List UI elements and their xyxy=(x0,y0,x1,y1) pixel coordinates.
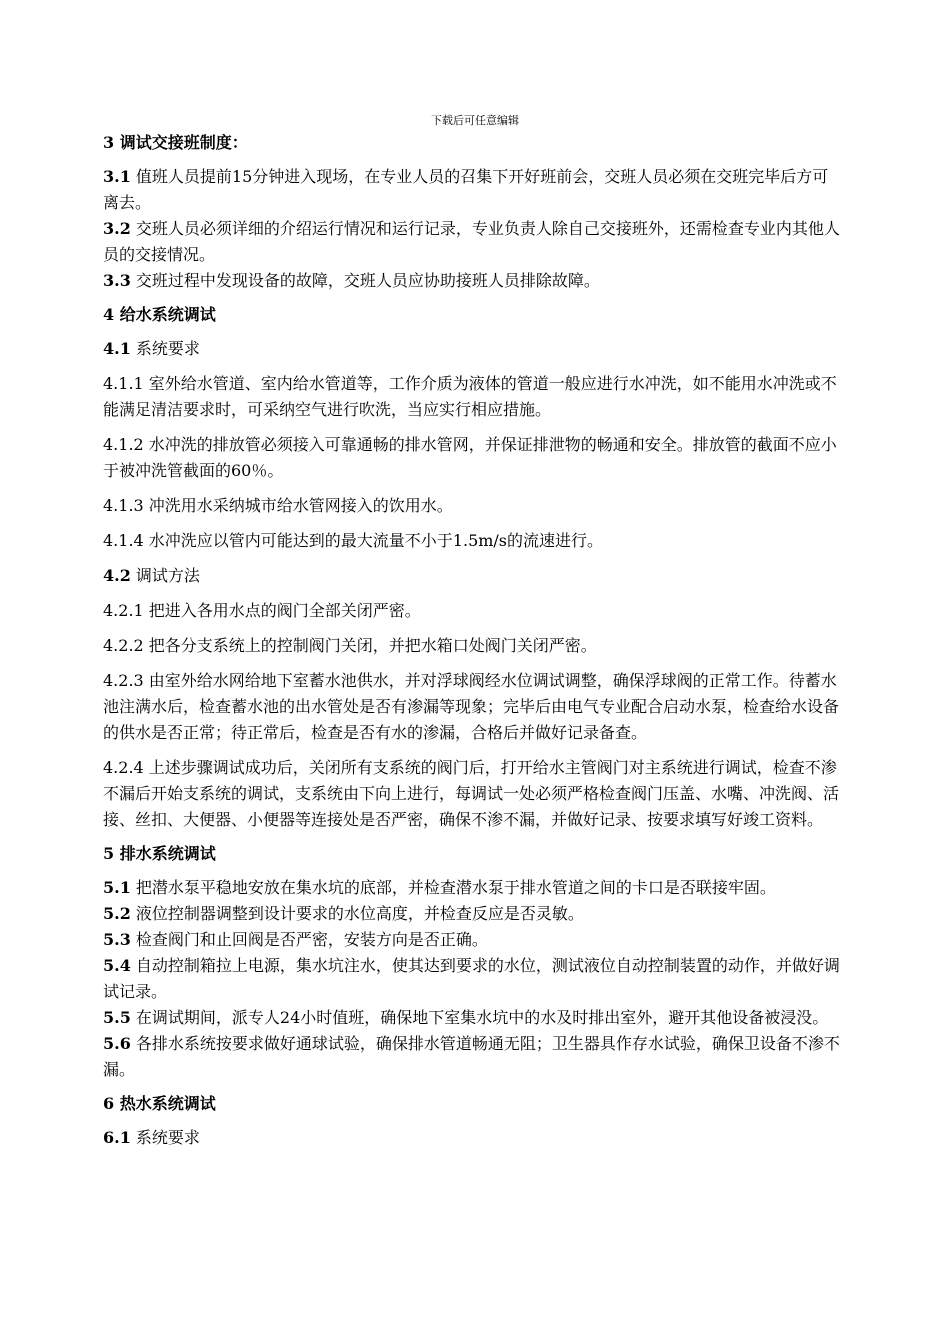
para-number: 5.1 xyxy=(103,878,131,897)
para-number: 5.3 xyxy=(103,930,131,949)
para-5-6 xyxy=(103,1031,843,1083)
para-text: 交班人员必须详细的介绍运行情况和运行记录，专业负责人除自己交接班外，还需检查专业内其他人员的交接情况。 xyxy=(103,219,840,264)
section-3-heading: 3 调试交接班制度： xyxy=(103,133,248,152)
para-number: 5.6 xyxy=(103,1034,131,1053)
subsection-4-2 xyxy=(103,563,843,589)
subsection-6-1 xyxy=(103,1125,843,1151)
section-5-heading: 5 排水系统调试 xyxy=(103,844,216,863)
section-6-heading: 6 热水系统调试 xyxy=(103,1094,216,1113)
para-4-1-3: 4.1.3 冲洗用水采纳城市给水管网接入的饮用水。 xyxy=(103,496,453,515)
para-5-2 xyxy=(103,901,843,927)
para-text: 把潜水泵平稳地安放在集水坑的底部，并检查潜水泵于排水管道之间的卡口是否联接牢固。 xyxy=(130,878,776,897)
document-body xyxy=(103,130,843,1151)
para-text: 系统要求 xyxy=(130,1128,200,1147)
para-5-4 xyxy=(103,953,843,1005)
para-3-1 xyxy=(103,164,843,216)
para-text: 液位控制器调整到设计要求的水位高度，并检查反应是否灵敏。 xyxy=(130,904,584,923)
para-text: 自动控制箱拉上电源，集水坑注水，使其达到要求的水位，测试液位自动控制装置的动作，并做好调试记录。 xyxy=(103,956,840,1001)
para-5-5 xyxy=(103,1005,843,1031)
para-number: 3.1 xyxy=(103,167,131,186)
subsection-4-1 xyxy=(103,336,843,362)
para-number: 4.1 xyxy=(103,339,131,358)
para-3-2 xyxy=(103,216,843,268)
para-5-1 xyxy=(103,875,843,901)
para-number: 6.1 xyxy=(103,1128,131,1147)
para-4-1-4: 4.1.4 水冲洗应以管内可能达到的最大流量不小于1.5m/s的流速进行。 xyxy=(103,531,604,550)
para-text: 系统要求 xyxy=(130,339,200,358)
para-text: 检查阀门和止回阀是否严密，安装方向是否正确。 xyxy=(130,930,488,949)
section-4-heading: 4 给水系统调试 xyxy=(103,305,216,324)
para-number: 3.2 xyxy=(103,219,131,238)
para-4-1-1: 4.1.1 室外给水管道、室内给水管道等，工作介质为液体的管道一般应进行水冲洗，如不能用水冲洗或不能满足清洁要求时，可采纳空气进行吹洗，当应实行相应措施。 xyxy=(103,374,837,419)
header-note: 下载后可任意编辑 xyxy=(431,114,519,127)
para-text: 值班人员提前15分钟进入现场，在专业人员的召集下开好班前会，交班人员必须在交班完毕后方可离去。 xyxy=(103,167,829,212)
para-4-2-2: 4.2.2 把各分支系统上的控制阀门关闭，并把水箱口处阀门关闭严密。 xyxy=(103,636,597,655)
para-4-2-4: 4.2.4 上述步骤调试成功后，关闭所有支系统的阀门后，打开给水主管阀门对主系统进行调试，检查不渗不漏后开始支系统的调试，支系统由下向上进行，每调试一处必须严格检查阀门压盖、水嘴、冲洗阀、活接、丝扣、大便器、小便器等连接处是否严密，确保不渗不漏，并做好记录、按要求填写好竣工资料。 xyxy=(103,758,840,829)
para-5-3 xyxy=(103,927,843,953)
para-number: 5.2 xyxy=(103,904,131,923)
para-number: 3.3 xyxy=(103,271,131,290)
para-4-2-1: 4.2.1 把进入各用水点的阀门全部关闭严密。 xyxy=(103,601,421,620)
para-4-2-3: 4.2.3 由室外给水网给地下室蓄水池供水，并对浮球阀经水位调试调整，确保浮球阀的正常工作。待蓄水池注满水后，检查蓄水池的出水管处是否有渗漏等现象；完毕后由电气专业配合启动水泵，检查给水设备的供水是否正常；待正常后，检查是否有水的渗漏，合格后并做好记录备查。 xyxy=(103,671,840,742)
para-number: 5.4 xyxy=(103,956,131,975)
para-text: 调试方法 xyxy=(130,566,200,585)
para-text: 在调试期间，派专人24小时值班，确保地下室集水坑中的水及时排出室外，避开其他设备被浸没。 xyxy=(130,1008,829,1027)
para-text: 交班过程中发现设备的故障，交班人员应协助接班人员排除故障。 xyxy=(130,271,600,290)
para-number: 4.2 xyxy=(103,566,131,585)
para-3-3 xyxy=(103,268,843,294)
para-4-1-2: 4.1.2 水冲洗的排放管必须接入可靠通畅的排水管网，并保证排泄物的畅通和安全。排放管的截面不应小于被冲洗管截面的60％。 xyxy=(103,435,837,480)
para-text: 各排水系统按要求做好通球试验，确保排水管道畅通无阻；卫生器具作存水试验，确保卫设备不渗不漏。 xyxy=(103,1034,840,1079)
para-number: 5.5 xyxy=(103,1008,131,1027)
